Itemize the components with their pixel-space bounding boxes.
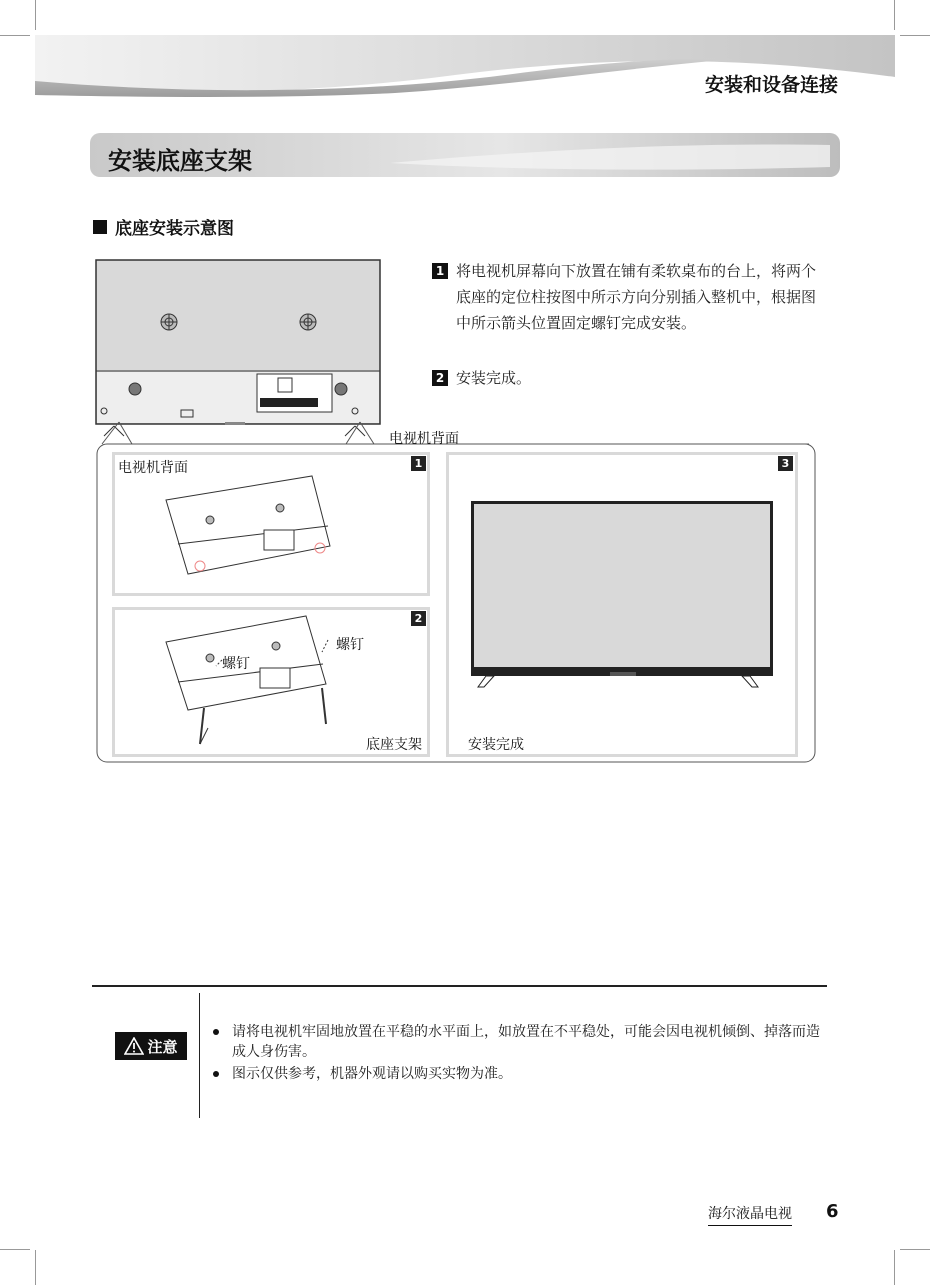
panel-2-badge: 2 — [411, 611, 426, 626]
notice-list — [210, 1022, 830, 1086]
crop-mark — [894, 1250, 895, 1285]
footer-brand: 海尔液晶电视 — [708, 1203, 792, 1226]
tv-back-label: 电视机背面 — [389, 431, 459, 447]
tv-stand-illustration — [160, 612, 350, 752]
screw-label-right: 螺钉 — [336, 637, 364, 653]
crop-mark — [0, 1249, 30, 1250]
notice-item: 请将电视机牢固地放置在平稳的水平面上，如放置在不平稳处，可能会因电视机倾倒、掉落而造成人身伤害。 — [210, 1022, 830, 1062]
warning-icon — [124, 1037, 144, 1055]
square-bullet-icon — [93, 220, 107, 234]
tv-front-illustration — [468, 498, 778, 690]
tv-tilted-illustration — [160, 470, 340, 580]
stand-label: 底座支架 — [366, 737, 422, 753]
crop-mark — [894, 0, 895, 30]
notice-item: 图示仅供参考，机器外观请以购买实物为准。 — [210, 1064, 830, 1084]
section-title: 安装底座支架 — [108, 147, 252, 175]
notice-divider — [199, 993, 200, 1118]
panel-3-badge: 3 — [778, 456, 793, 471]
panel-1-badge: 1 — [411, 456, 426, 471]
step-2 — [432, 365, 818, 391]
crop-mark — [0, 35, 30, 36]
notice-top-rule — [92, 985, 827, 987]
vesa-mount-icon — [161, 314, 177, 330]
crop-mark — [35, 0, 36, 30]
subsection-heading — [93, 214, 234, 239]
tv-back-illustration — [92, 256, 388, 446]
crop-mark — [35, 1250, 36, 1285]
step-number: 2 — [432, 370, 448, 386]
vesa-mount-icon — [300, 314, 316, 330]
chapter-title: 安装和设备连接 — [704, 74, 838, 96]
panel-3-label: 安装完成 — [468, 737, 524, 753]
subsection-title: 底座安装示意图 — [115, 219, 234, 239]
step-number: 1 — [432, 263, 448, 279]
crop-mark — [900, 35, 930, 36]
step-1 — [432, 258, 818, 336]
step-text: 将电视机屏幕向下放置在铺有柔软桌布的台上，将两个底座的定位柱按图中所示方向分别插入整机中，根据图中所示箭头位置固定螺钉完成安装。 — [456, 262, 817, 332]
panel-1-label: 电视机背面 — [118, 460, 188, 476]
crop-mark — [900, 1249, 930, 1250]
screw-label-left: 螺钉 — [222, 656, 250, 672]
notice-badge — [115, 1032, 187, 1060]
notice-label: 注意 — [147, 1037, 178, 1056]
step-text: 安装完成。 — [456, 369, 532, 387]
page-number: 6 — [826, 1201, 839, 1222]
